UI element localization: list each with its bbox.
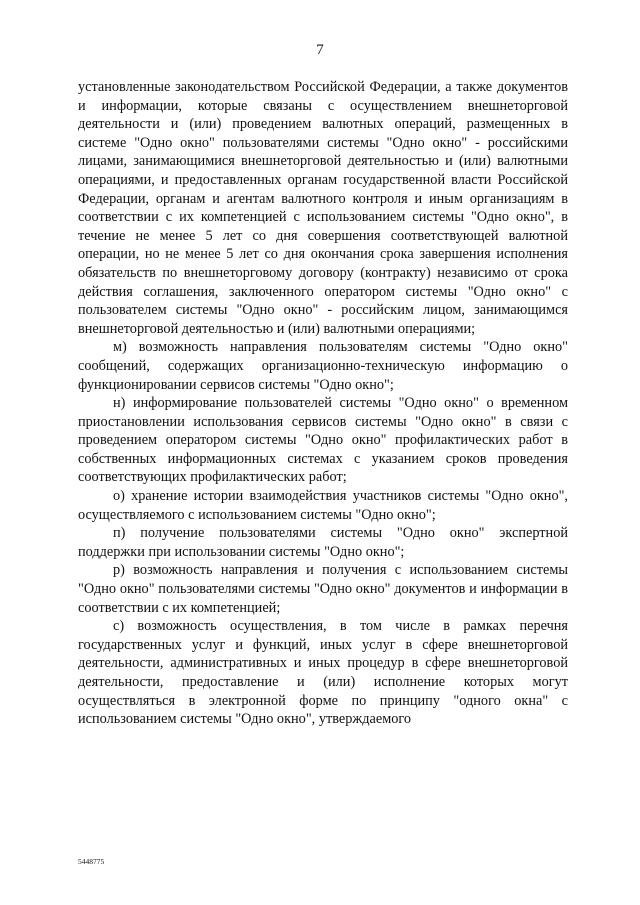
paragraph-item-o: о) хранение истории взаимодействия участников системы "Одно окно", осуществляемого с использованием системы "Одно окно";	[78, 488, 568, 523]
page-number: 7	[316, 42, 324, 58]
paragraph-item-p: п) получение пользователями системы "Одно окно" экспертной поддержки при использовании системы "Одно окно";	[78, 525, 568, 560]
document-code: 5448775	[78, 857, 105, 866]
paragraph-item-n: н) информирование пользователей системы "Одно окно" о временном приостановлении использования сервисов системы "Одно окно" в связи с проведением оператором системы "Одно окно" профилактических работ в собственных информационных системах с указанием сроков проведения соответствующих профилактических работ;	[78, 395, 568, 486]
paragraph-continuation: установленные законодательством Российской Федерации, а также документов и информации, которые связаны с осуществлением внешнеторговой деятельности и (или) проведением валютных операций, размещенных в системе "Одно окно" пользователями системы "Одно окно" - российскими лицами, занимающимися внешнеторговой деятельностью и (или) валютными операциями, и предоставленных органам государственной власти Российской Федерации, органам и агентам валютного контроля и иным организациям в соответствии с их компетенцией с использованием системы "Одно окно", в течение не менее 5 лет со дня совершения соответствующей валютной операции, но не менее 5 лет со дня окончания срока завершения исполнения обязательств по внешнеторговому договору (контракту) независимо от срока действия соглашения, заключенного оператором системы "Одно окно" с пользователем системы "Одно окно" - российским лицом, занимающимся внешнеторговой деятельностью и (или) валютными операциями;	[78, 79, 568, 337]
document-body	[78, 78, 568, 729]
paragraph-item-r: р) возможность направления и получения с использованием системы "Одно окно" пользователями системы "Одно окно" документов и информации в соответствии с их компетенцией;	[78, 562, 568, 616]
paragraph-item-s: с) возможность осуществления, в том числе в рамках перечня государственных услуг и функций, иных услуг в сфере внешнеторговой деятельности, административных и иных процедур в сфере внешнеторговой деятельности, предоставление и (или) исполнение которых могут осуществляться в электронной форме по принципу "одного окна" с использованием системы "Одно окно", утверждаемого	[78, 618, 568, 728]
paragraph-item-m: м) возможность направления пользователям системы "Одно окно" сообщений, содержащих организационно-техническую информацию о функционировании сервисов системы "Одно окно";	[78, 339, 568, 393]
